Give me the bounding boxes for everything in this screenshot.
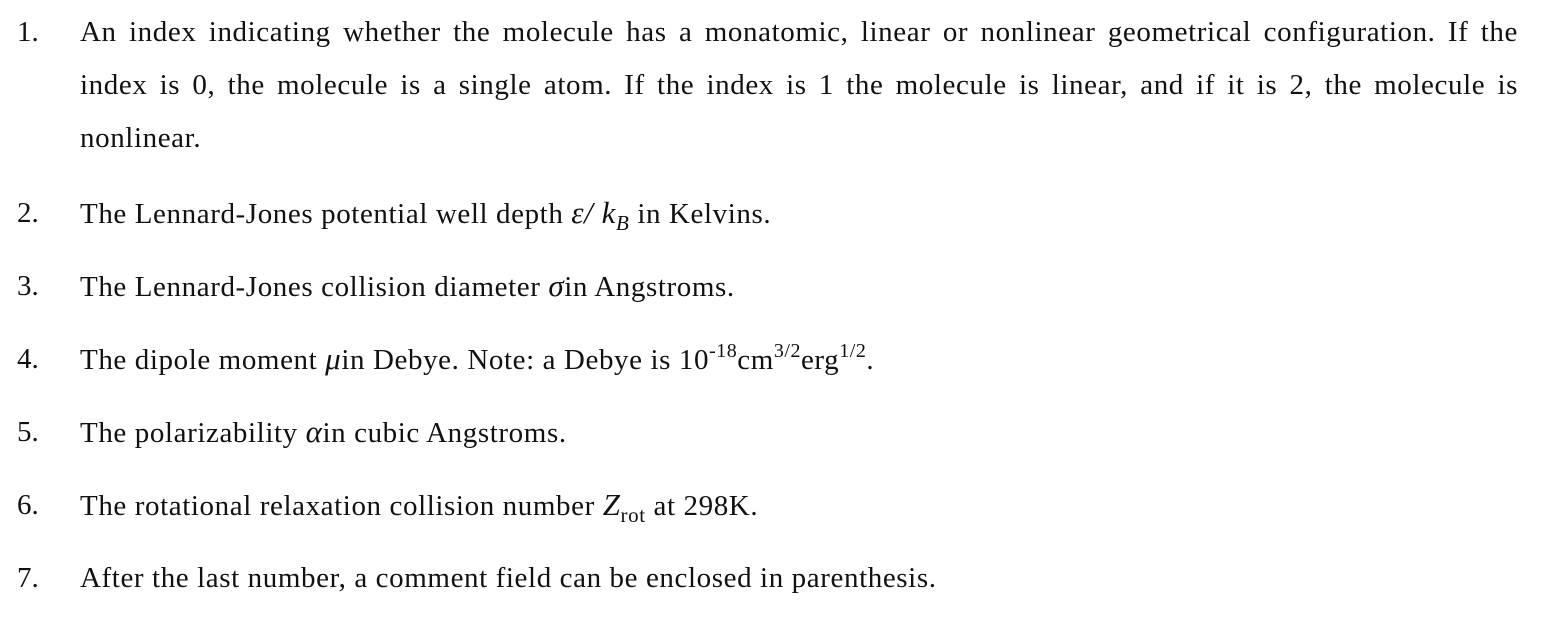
item-number: 7. — [17, 562, 39, 594]
item-text-after: at 298K. — [645, 490, 759, 522]
item-number: 3. — [17, 270, 39, 302]
item-text-before: The dipole moment — [80, 344, 326, 376]
item-number: 5. — [17, 416, 39, 448]
symbol-subscript: rot — [620, 503, 646, 527]
exponent-3-2: 3/2 — [773, 340, 801, 362]
item-text-after: in Angstroms. — [564, 271, 735, 303]
item-text-after: . — [866, 344, 875, 376]
item-number: 4. — [17, 343, 39, 375]
sigma-symbol: σ — [548, 268, 565, 303]
alpha-symbol: α — [305, 414, 323, 449]
exponent-1-2: 1/2 — [839, 340, 867, 362]
item-text-before: The Lennard-Jones potential well depth — [80, 198, 572, 230]
item-text-before: The polarizability — [80, 417, 306, 449]
unit-cm: cm — [737, 344, 774, 376]
item-text — [80, 487, 1518, 527]
item-text: After the last number, a comment field can be enclosed in parenthesis. — [80, 562, 937, 594]
exponent-minus-18: -18 — [709, 340, 738, 362]
item-number: 1. — [17, 16, 39, 48]
item-text — [80, 341, 1518, 378]
unit-erg: erg — [800, 344, 840, 376]
item-text — [80, 414, 1518, 451]
item-text-after: in cubic Angstroms. — [322, 417, 567, 449]
item-number: 6. — [17, 489, 39, 521]
item-text: An index indicating whether the molecule has a monatomic, linear or nonlinear geometrical configuration. If the index is 0, the molecule is a single atom. If the index is 1 the molecule is linear, and if it is 2, the molecule is nonlinear. — [80, 16, 1518, 154]
item-text-after: in Kelvins. — [629, 198, 772, 230]
z-rot-symbol: Z — [602, 487, 621, 522]
item-text — [80, 195, 1518, 235]
item-text-middle: in Debye. Note: a Debye is 10 — [341, 344, 710, 376]
epsilon-over-kb-symbol: ε/ k — [571, 195, 617, 230]
item-number: 2. — [17, 197, 39, 229]
symbol-subscript: B — [616, 211, 630, 235]
item-text-before: The Lennard-Jones collision diameter — [80, 271, 549, 303]
item-text — [80, 268, 1518, 305]
mu-symbol: μ — [325, 341, 342, 376]
item-text-before: The rotational relaxation collision number — [80, 490, 603, 522]
